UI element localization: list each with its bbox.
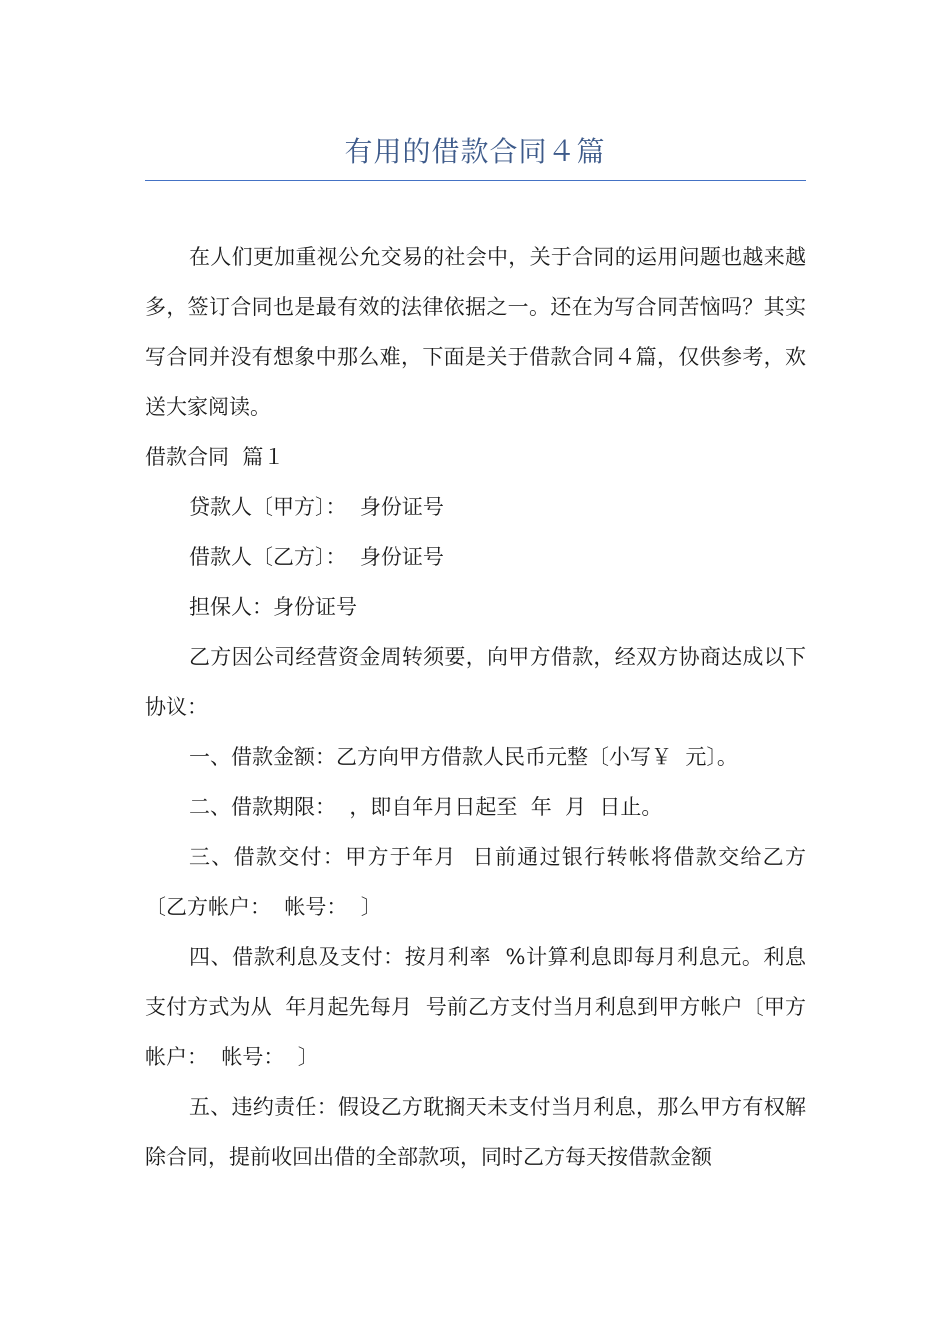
clause-loan-term: 二、借款期限： ，即自年月日起至 年 月 日止。 <box>189 795 663 819</box>
document-body <box>145 232 806 1182</box>
clause-loan-amount: 一、借款金额：乙方向甲方借款人民币元整〔小写￥ 元〕。 <box>189 745 738 769</box>
agreement-preamble: 乙方因公司经营资金周转须要，向甲方借款，经双方协商达成以下协议： <box>145 645 806 719</box>
title-underline <box>145 180 806 181</box>
borrower-line: 借款人〔乙方〕： 身份证号 <box>189 545 444 569</box>
section-heading: 借款合同 篇１ <box>145 445 285 469</box>
guarantor-line: 担保人：身份证号 <box>189 595 357 619</box>
clause-loan-delivery: 三、借款交付：甲方于年月 日前通过银行转帐将借款交给乙方〔乙方帐户： 帐号： 〕 <box>145 845 806 919</box>
lender-line: 贷款人〔甲方〕： 身份证号 <box>189 495 444 519</box>
clause-breach-liability: 五、违约责任：假设乙方耽搁天未支付当月利息，那么甲方有权解除合同，提前收回出借的全部款项，同时乙方每天按借款金额 <box>145 1095 806 1169</box>
intro-paragraph: 在人们更加重视公允交易的社会中，关于合同的运用问题也越来越多，签订合同也是最有效的法律依据之一。还在为写合同苦恼吗？其实写合同并没有想象中那么难，下面是关于借款合同４篇，仅供参考，欢送大家阅读。 <box>145 245 806 419</box>
clause-interest-payment: 四、借款利息及支付：按月利率 %计算利息即每月利息元。利息支付方式为从 年月起先每月 号前乙方支付当月利息到甲方帐户〔甲方帐户： 帐号： 〕 <box>145 945 806 1069</box>
document-title: 有用的借款合同４篇 <box>344 135 606 168</box>
